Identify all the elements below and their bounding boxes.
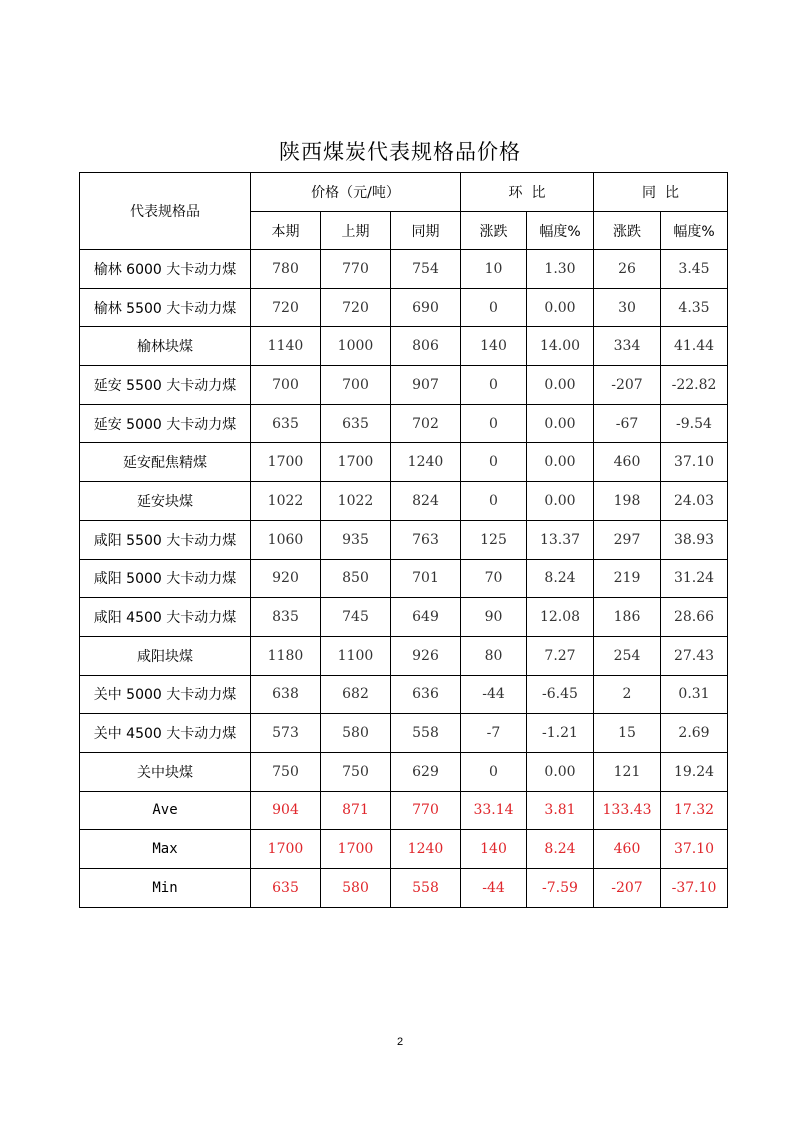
yoy-pct-cell: 27.43 (661, 636, 728, 675)
yoy-group-header: 同 比 (594, 173, 728, 212)
current-price-cell: 835 (251, 598, 321, 637)
yoy-pct-cell: 2.69 (661, 714, 728, 753)
same-period-price-cell: 702 (391, 404, 461, 443)
yoy-pct-cell: 0.31 (661, 675, 728, 714)
table-row (80, 598, 728, 637)
current-price-cell: 1022 (251, 482, 321, 521)
mom-change-cell: 140 (461, 327, 527, 366)
yoy-pct-cell: -9.54 (661, 404, 728, 443)
current-price-cell: 700 (251, 366, 321, 405)
yoy-change-cell: 30 (594, 288, 661, 327)
previous-price-cell: 745 (321, 598, 391, 637)
product-name-cell: 延安 5000 大卡动力煤 (80, 404, 251, 443)
current-price-cell: 720 (251, 288, 321, 327)
yoy-pct-cell: 37.10 (661, 830, 728, 869)
previous-price-cell: 770 (321, 250, 391, 289)
table-row (80, 752, 728, 791)
current-price-cell: 1060 (251, 520, 321, 559)
yoy-change-cell: 2 (594, 675, 661, 714)
mom-change-cell: 0 (461, 752, 527, 791)
mom-change-cell: 140 (461, 830, 527, 869)
table-row (80, 404, 728, 443)
yoy-pct-cell: 31.24 (661, 559, 728, 598)
yoy-change-header: 涨跌 (594, 212, 661, 250)
mom-change-cell: 10 (461, 250, 527, 289)
previous-price-cell: 1100 (321, 636, 391, 675)
current-price-cell: 1700 (251, 443, 321, 482)
yoy-pct-cell: 38.93 (661, 520, 728, 559)
previous-price-cell: 1000 (321, 327, 391, 366)
previous-price-cell: 580 (321, 714, 391, 753)
mom-pct-cell: 0.00 (527, 482, 594, 521)
yoy-change-cell: -67 (594, 404, 661, 443)
stat-row (80, 869, 728, 908)
stat-row (80, 830, 728, 869)
mom-change-cell: -44 (461, 869, 527, 908)
same-period-price-cell: 763 (391, 520, 461, 559)
table-row (80, 520, 728, 559)
mom-pct-cell: -7.59 (527, 869, 594, 908)
yoy-pct-cell: 17.32 (661, 791, 728, 830)
mom-change-cell: 0 (461, 482, 527, 521)
product-name-cell: 关中 4500 大卡动力煤 (80, 714, 251, 753)
yoy-change-cell: 15 (594, 714, 661, 753)
product-name-cell: Max (80, 830, 251, 869)
product-name-cell: 榆林 6000 大卡动力煤 (80, 250, 251, 289)
yoy-change-cell: 186 (594, 598, 661, 637)
mom-pct-header: 幅度% (527, 212, 594, 250)
same-period-price-cell: 558 (391, 714, 461, 753)
mom-pct-cell: 0.00 (527, 288, 594, 327)
yoy-change-cell: 254 (594, 636, 661, 675)
yoy-change-cell: 133.43 (594, 791, 661, 830)
mom-change-cell: 0 (461, 288, 527, 327)
mom-change-cell: 33.14 (461, 791, 527, 830)
product-header: 代表规格品 (80, 173, 251, 250)
product-name-cell: 延安 5500 大卡动力煤 (80, 366, 251, 405)
yoy-change-cell: 121 (594, 752, 661, 791)
previous-price-cell: 935 (321, 520, 391, 559)
product-name-cell: 咸阳 5000 大卡动力煤 (80, 559, 251, 598)
previous-price-cell: 700 (321, 366, 391, 405)
product-name-cell: 延安配焦精煤 (80, 443, 251, 482)
product-name-cell: 榆林 5500 大卡动力煤 (80, 288, 251, 327)
same-period-price-cell: 558 (391, 869, 461, 908)
mom-change-cell: -44 (461, 675, 527, 714)
same-period-price-cell: 690 (391, 288, 461, 327)
table-row (80, 559, 728, 598)
mom-pct-cell: 7.27 (527, 636, 594, 675)
current-price-cell: 638 (251, 675, 321, 714)
yoy-pct-cell: -37.10 (661, 869, 728, 908)
yoy-pct-cell: 19.24 (661, 752, 728, 791)
product-name-cell: Ave (80, 791, 251, 830)
stat-row (80, 791, 728, 830)
same-period-price-cell: 629 (391, 752, 461, 791)
previous-price-cell: 682 (321, 675, 391, 714)
mom-pct-cell: -6.45 (527, 675, 594, 714)
same-period-header: 同期 (391, 212, 461, 250)
same-period-price-cell: 1240 (391, 830, 461, 869)
yoy-change-cell: 219 (594, 559, 661, 598)
product-name-cell: 延安块煤 (80, 482, 251, 521)
table-row (80, 327, 728, 366)
current-price-cell: 1180 (251, 636, 321, 675)
previous-price-cell: 635 (321, 404, 391, 443)
previous-price-cell: 750 (321, 752, 391, 791)
product-name-cell: Min (80, 869, 251, 908)
table-row (80, 636, 728, 675)
yoy-pct-header: 幅度% (661, 212, 728, 250)
mom-pct-cell: 13.37 (527, 520, 594, 559)
mom-pct-cell: 3.81 (527, 791, 594, 830)
previous-price-cell: 580 (321, 869, 391, 908)
same-period-price-cell: 806 (391, 327, 461, 366)
same-period-price-cell: 824 (391, 482, 461, 521)
current-price-cell: 904 (251, 791, 321, 830)
page-title: 陕西煤炭代表规格品价格 (279, 140, 521, 164)
mom-pct-cell: 0.00 (527, 366, 594, 405)
table-row (80, 675, 728, 714)
yoy-change-cell: -207 (594, 366, 661, 405)
mom-pct-cell: 8.24 (527, 830, 594, 869)
page-number: 2 (396, 1036, 404, 1048)
mom-pct-cell: 0.00 (527, 404, 594, 443)
yoy-pct-cell: 28.66 (661, 598, 728, 637)
same-period-price-cell: 649 (391, 598, 461, 637)
current-price-cell: 920 (251, 559, 321, 598)
same-period-price-cell: 701 (391, 559, 461, 598)
previous-price-cell: 1700 (321, 443, 391, 482)
product-name-cell: 关中 5000 大卡动力煤 (80, 675, 251, 714)
mom-pct-cell: 12.08 (527, 598, 594, 637)
yoy-pct-cell: 41.44 (661, 327, 728, 366)
current-price-cell: 635 (251, 869, 321, 908)
same-period-price-cell: 1240 (391, 443, 461, 482)
mom-change-cell: 80 (461, 636, 527, 675)
previous-price-cell: 1700 (321, 830, 391, 869)
previous-price-cell: 871 (321, 791, 391, 830)
yoy-change-cell: 26 (594, 250, 661, 289)
table-row (80, 443, 728, 482)
current-price-cell: 635 (251, 404, 321, 443)
same-period-price-cell: 907 (391, 366, 461, 405)
yoy-change-cell: -207 (594, 869, 661, 908)
table-row (80, 250, 728, 289)
table-row (80, 714, 728, 753)
yoy-change-cell: 460 (594, 443, 661, 482)
product-name-cell: 咸阳块煤 (80, 636, 251, 675)
yoy-change-cell: 334 (594, 327, 661, 366)
current-price-cell: 1700 (251, 830, 321, 869)
mom-change-cell: 125 (461, 520, 527, 559)
yoy-change-cell: 198 (594, 482, 661, 521)
product-name-cell: 咸阳 4500 大卡动力煤 (80, 598, 251, 637)
mom-pct-cell: 8.24 (527, 559, 594, 598)
yoy-pct-cell: 4.35 (661, 288, 728, 327)
yoy-pct-cell: 24.03 (661, 482, 728, 521)
same-period-price-cell: 926 (391, 636, 461, 675)
current-header: 本期 (251, 212, 321, 250)
mom-change-cell: 70 (461, 559, 527, 598)
yoy-change-cell: 297 (594, 520, 661, 559)
mom-change-cell: 0 (461, 366, 527, 405)
product-name-cell: 榆林块煤 (80, 327, 251, 366)
mom-pct-cell: 14.00 (527, 327, 594, 366)
product-name-cell: 关中块煤 (80, 752, 251, 791)
same-period-price-cell: 636 (391, 675, 461, 714)
mom-pct-cell: 1.30 (527, 250, 594, 289)
previous-price-cell: 850 (321, 559, 391, 598)
coal-price-table (79, 172, 728, 908)
previous-header: 上期 (321, 212, 391, 250)
yoy-change-cell: 460 (594, 830, 661, 869)
mom-change-cell: 0 (461, 443, 527, 482)
previous-price-cell: 1022 (321, 482, 391, 521)
mom-change-header: 涨跌 (461, 212, 527, 250)
same-period-price-cell: 770 (391, 791, 461, 830)
mom-change-cell: 0 (461, 404, 527, 443)
price-group-header: 价格（元/吨） (251, 173, 461, 212)
mom-change-cell: 90 (461, 598, 527, 637)
yoy-pct-cell: 37.10 (661, 443, 728, 482)
same-period-price-cell: 754 (391, 250, 461, 289)
current-price-cell: 780 (251, 250, 321, 289)
current-price-cell: 573 (251, 714, 321, 753)
mom-change-cell: -7 (461, 714, 527, 753)
mom-group-header: 环 比 (461, 173, 594, 212)
mom-pct-cell: -1.21 (527, 714, 594, 753)
table-row (80, 288, 728, 327)
mom-pct-cell: 0.00 (527, 443, 594, 482)
current-price-cell: 1140 (251, 327, 321, 366)
previous-price-cell: 720 (321, 288, 391, 327)
table-row (80, 482, 728, 521)
yoy-pct-cell: -22.82 (661, 366, 728, 405)
table-row (80, 366, 728, 405)
yoy-pct-cell: 3.45 (661, 250, 728, 289)
mom-pct-cell: 0.00 (527, 752, 594, 791)
product-name-cell: 咸阳 5500 大卡动力煤 (80, 520, 251, 559)
current-price-cell: 750 (251, 752, 321, 791)
